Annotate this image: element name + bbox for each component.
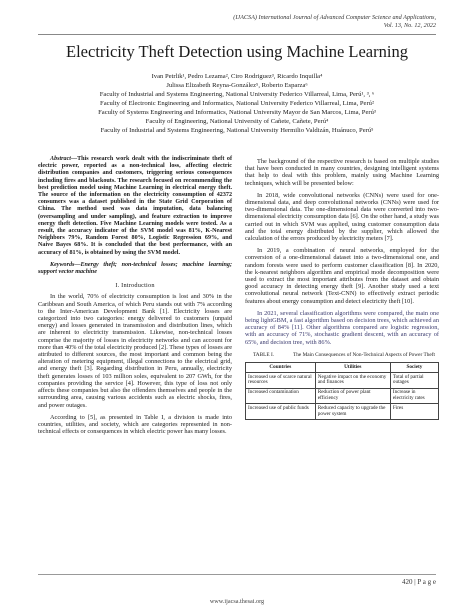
table-label: TABLE I. (253, 351, 275, 358)
table-cell: Reduction of power plant efficiency (315, 388, 390, 404)
body-paragraph: According to [5], as presented in Table I, a division is made into countries, utilities, and society, which are categories represented in non-technical effects or consequences in which electric power has many losses. (38, 413, 232, 436)
journal-name: (IJACSA) International Journal of Advanced Computer Science and Applications, (233, 14, 436, 21)
header-rule (38, 34, 436, 35)
body-paragraph: In 2021, several classification algorithms were compared, the main one being lightGBM, a fast algorithm based on decision trees, which achieved an accuracy of 84% [11]. Other algorithms compared are logistic regression, with an accuracy of 71%, stochastic gradient descent, with an accuracy of 65%, and decision tree, with 86%. (245, 309, 439, 346)
table-header-cell: Countries (246, 363, 316, 373)
table-cell: Increased use of scarce natural resources (246, 373, 316, 389)
author-names: Julissa Elizabeth Reyna-González⁵, Roberto Esparza⁶ (166, 82, 308, 89)
affiliation: Faculty of Electronic Engineering and Informatics, National University Federico Villarreal, Lima, Perú² (100, 100, 374, 107)
body-paragraph: In 2018, wide convolutional networks (CNNs) were used for one-dimensional data, and deep convolutional networks (CNNs) were used for two-dimensional data. The one-dimensional data were converted into two-dimensional electricity consumption data [6]. On the other hand, a study was carried out in which SVM was applied, using customer consumption data and the total energy distributed by the supplier, which allowed the calculation of the errors produced by electricity meters [7]. (245, 191, 439, 243)
journal-website: www.ijacsa.thesai.org (209, 598, 265, 605)
journal-header (176, 14, 436, 30)
table-title: The Main Consequences of Non-Technical Aspects of Power Theft (293, 351, 435, 358)
table-cell: Reduced capacity to upgrade the power system (315, 404, 390, 420)
table-caption (245, 352, 439, 358)
keywords (38, 262, 232, 276)
table-row (246, 388, 439, 404)
table-cell: Increase in electricity rates (390, 388, 438, 404)
affiliation: Faculty of Systems Engineering and Informatics, National University Mayor de San Marcos, Lima, Perú³ (98, 109, 376, 116)
body-paragraph: The background of the respective research is based on multiple studies that have been conducted in many countries, designing intelligent systems that help to deal with this problem, mainly using Machine Learning techniques, which will be presented below: (245, 158, 439, 187)
affiliation: Faculty of Industrial and Systems Engineering, National University Hermilio Valdizán, Huánuco, Perú⁵ (100, 127, 374, 134)
page-number: 420 | P a g e (402, 578, 436, 586)
affiliation: Faculty of Engineering, National University of Cañete, Cañete, Perú⁴ (145, 118, 329, 125)
author-block (40, 72, 434, 135)
section-heading: I. Introduction (115, 282, 155, 290)
table-header-cell: Utilities (315, 363, 390, 373)
right-column (245, 158, 439, 420)
journal-volume: Vol. 13, No. 12, 2022 (383, 22, 436, 29)
table-header-cell: Society (390, 363, 438, 373)
author-names: Ivan Petrlik¹, Pedro Lezama², Ciro Rodriguez³, Ricardo Inquilla⁴ (151, 73, 323, 80)
abstract-label: Abstract (50, 156, 71, 162)
table-cell: Fires (390, 404, 438, 420)
table-row (246, 404, 439, 420)
consequences-table (245, 362, 439, 420)
abstract-text: —This research work dealt with the indiscriminate theft of electric power, reported as a non-technical loss, affecting electric distribution companies and customers, triggering serious consequences including fires and blackouts. The research focused on recommending the best prediction model using Machine Learning in electrical energy theft. The source of the information on the electricity consumption of 42372 consumers was a dataset published in the State Grid Corporation of China. The method used was data imputation, data balancing (oversampling and under sampling), and feature extraction to improve energy theft detection. Five Machine Learning models were tested. As a result, the accuracy indicator of the SVM model was 81%, K-Nearest Neighbors 79%, Random Forest 80%, Logistic Regression 69%, and Naive Bayes 68%. It is concluded that the best performance, with an accuracy of 81%, is obtained by using the SVM model. (38, 156, 232, 256)
table-row (246, 373, 439, 389)
footer-rule (38, 574, 436, 575)
left-column (38, 156, 232, 440)
table-cell: Total of partial outages (390, 373, 438, 389)
table-header-row (246, 363, 439, 373)
table-cell: Increased contamination (246, 388, 316, 404)
paper-title: Electricity Theft Detection using Machine Learning (66, 42, 408, 61)
keywords-label: Keywords (50, 261, 75, 268)
body-paragraph: In the world, 70% of electricity consumption is lost and 30% in the Caribbean and South America, of which Peru stands out with 7% according to the Inter-American Development Bank [1]. Electricity losses are categorized into two categories: energy delivered to customers (unpaid energy) and losses generated in transmission and distribution lines, which are inherent to electricity transmission. Likewise, non-technical losses comprise the majority of losses in electricity networks and can account for more than 40% of the total electricity produced [2]. These types of losses are attributed to different sources, the most important and common being the alteration of metering equipment, illegal connections to the electrical grid, and energy theft [3]. Regarding distribution in Peru, annually, electricity theft generates losses of 103 million soles, equivalent to 207 GWh, for the companies providing the service [4]. However, this type of loss not only affects these companies but also the offenders themselves and people in the surrounding area, causing various accidents such as electric shocks, fires, and power outages. (38, 293, 232, 409)
table-cell: Negative impact on the economy and finances (315, 373, 390, 389)
body-paragraph: In 2019, a combination of neural networks, employed for the conversion of a one-dimensional dataset into a two-dimensional one, and random forests were used to perform customer classification [8]. In 2020, the k-nearest neighbors algorithm and empirical mode decomposition were used to extract the most important attributes from the dataset and obtain good accuracy in detecting energy theft [9]. Another study used a text convolutional neural network (Text-CNN) to effectively extract periodic features about energy consumption and detect electricity theft [10]. (245, 247, 439, 305)
affiliation: Faculty of Industrial and Systems Engineering, National University Federico Villarreal, Lima, Perú¹, ³, ⁶ (99, 91, 375, 98)
keywords-text: —Energy theft; non-technical losses; machine learning; support vector machine (38, 261, 232, 276)
abstract (38, 156, 232, 257)
table-cell: Increased use of public funds (246, 404, 316, 420)
